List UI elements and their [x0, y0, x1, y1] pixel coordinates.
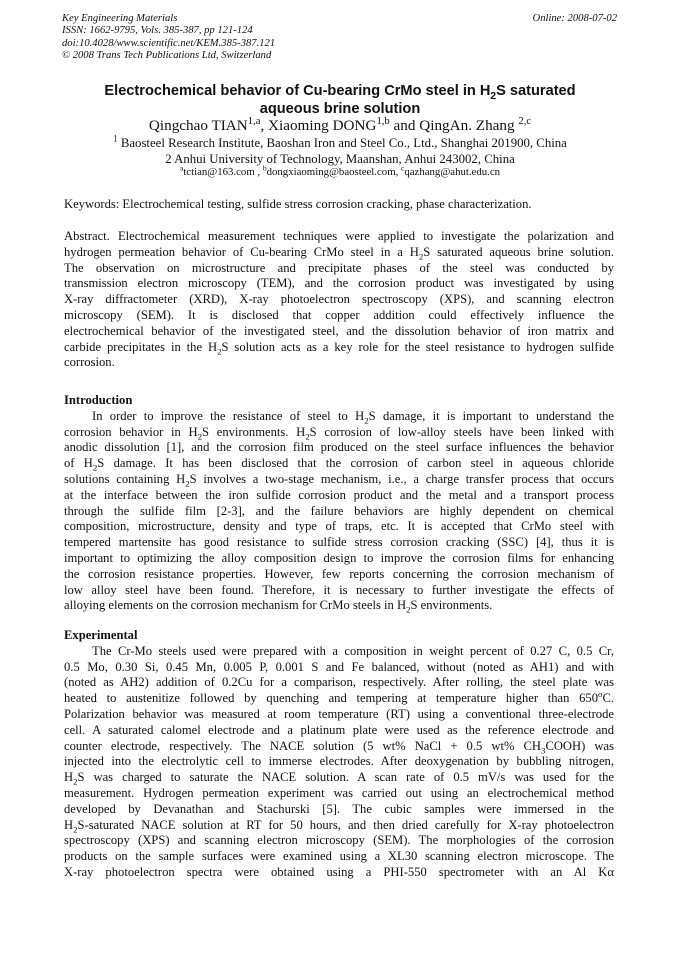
affiliation-2: 2 Anhui University of Technology, Maanshan, Anhui 243002, China	[165, 152, 515, 166]
abstract: Abstract. Electrochemical measurement techniques were applied to investigate the polarization and hydrogen permeation behavior of Cu-bearing CrMo steel in a $H_2S$ saturated aqueous brine solution. The observation on microstructure and precipitate phases of the steel was conducted by transmission electron microscopy (TEM), and the corrosion product was investigated by using X-ray diffractometer (XRD), X-ray photoelectron spectroscopy (XPS), and scanning electron microscopy (SEM). It is disclosed that copper addition could effectively influence the electrochemical behavior of the investigated steel, and the dissolution behavior of iron matrix and carbide precipitates in the $H_2S$ solution acts as a key role for the steel resistance to hydrogen sulfide corrosion.	[64, 229, 614, 370]
online-date: Online: 2008-07-02	[532, 13, 617, 24]
author-list: Qingchao TIAN$^{1,a}$, Xiaoming DONG$^{1,b}$ and QingAn. Zhang $^{2,c}$	[148, 115, 532, 134]
author-name: Qingchao TIAN	[148, 117, 248, 134]
paper-title: Electrochemical behavior of Cu-bearing CrMo steel in $H_2S$ saturated aqueous brine solution	[104, 83, 576, 117]
experimental-section: Experimental The Cr-Mo steels used were prepared with a composition in weight percent of 0.27 C, 0.5 Cr, 0.5 Mo, 0.30 Si, 0.45 Mn, 0.005 P, 0.001 S and Fe balanced, without (noted as AH1) and with (noted as AH2) addition of 0.2Cu for a comparison, respectively. After rolling, the steel plate was heated to austenitize followed by quenching and tempering at temperature higher than 650$^o$C. Polarization behavior was measured at room temperature (RT) using a conventional three-electrode cell. A saturated calomel electrode and a platinum plate were used as the reference electrode and counter electrode, respectively. The NACE solution (5 wt% NaCl + 0.5 wt% $CH_3COOH$) was injected into the electrolytic cell to immerse electrodes. After deoxygenation by bubbling nitrogen, $H_2S$ was charged to saturate the NACE solution. A scan rate of 0.5 mV/s was used for the measurement. Hydrogen permeation experiment was carried out using an electrochemical method developed by Devanathan and Stachurski [5]. The cubic samples were immersed in the $H_2S$-saturated NACE solution at RT for 50 hours, and then dried carefully for X-ray photoelectron spectroscopy (XPS) and scanning electron microscopy (SEM). The morphologies of the corrosion products on the sample surfaces were examined using a XL30 scanning electron microscope. The X-ray photoelectron spectra were obtained using a PHI-550 spectrometer with an Al Kα	[64, 628, 614, 879]
author-name: Xiaoming DONG	[268, 117, 377, 134]
doi-line: doi:10.4028/www.scientific.net/KEM.385-387.121	[62, 37, 276, 49]
affiliation-1: $^1$ Baosteel Research Institute, Baoshan Iron and Steel Co., Ltd., Shanghai 201900, China	[113, 133, 567, 150]
section-heading: Experimental	[64, 628, 138, 642]
issn-line: ISSN: 1662-9795, Vols. 385-387, pp 121-124	[62, 25, 253, 37]
running-header	[62, 13, 617, 63]
journal-name: Key Engineering Materials	[62, 13, 178, 24]
copyright-line: © 2008 Trans Tech Publications Ltd, Switzerland	[62, 50, 272, 62]
section-heading: Introduction	[64, 393, 133, 407]
introduction-section: Introduction In order to improve the resistance of steel to $H_2S$ damage, it is important to understand the corrosion behavior in $H_2S$ environments. $H_2S$ corrosion of low-alloy steels have been linked with anodic dissolution [1], and the corrosion film produced on the steel surface influences the behavior of $H_2S$ damage. It has been disclosed that the corrosion of carbon steel in aqueous chloride solutions containing $H_2S$ involves a two-stage mechanism, i.e., a charge transfer process that occurs at the interface between the iron sulfide corrosion product and the metal and a transport process through the sulfide film [2-3], and the failure behaviors are highly dependent on chemical composition, microstructure, density and type of traps, etc. It is accepted that CrMo steel with tempered martensite has good resistance to sulfide stress corrosion cracking (SSC) [4], thus it is important to optimizing the alloy composition design to improve the corrosion films for enhancing the corrosion resistance properties. However, few reports concerning the corrosion mechanism of low alloy steel have been found. Therefore, it is necessary to further investigate the effects of alloying elements on the corrosion mechanism for CrMo steels in $H_2S$ environments.	[64, 393, 614, 615]
email-line: $^a$tctian@163.com , $^b$dongxiaoming@baosteel.com, $^c$qazhang@ahut.edu.cn	[179, 163, 501, 178]
author-name: QingAn. Zhang	[419, 117, 519, 134]
keywords: Keywords: Electrochemical testing, sulfide stress corrosion cracking, phase characterization.	[64, 197, 532, 211]
